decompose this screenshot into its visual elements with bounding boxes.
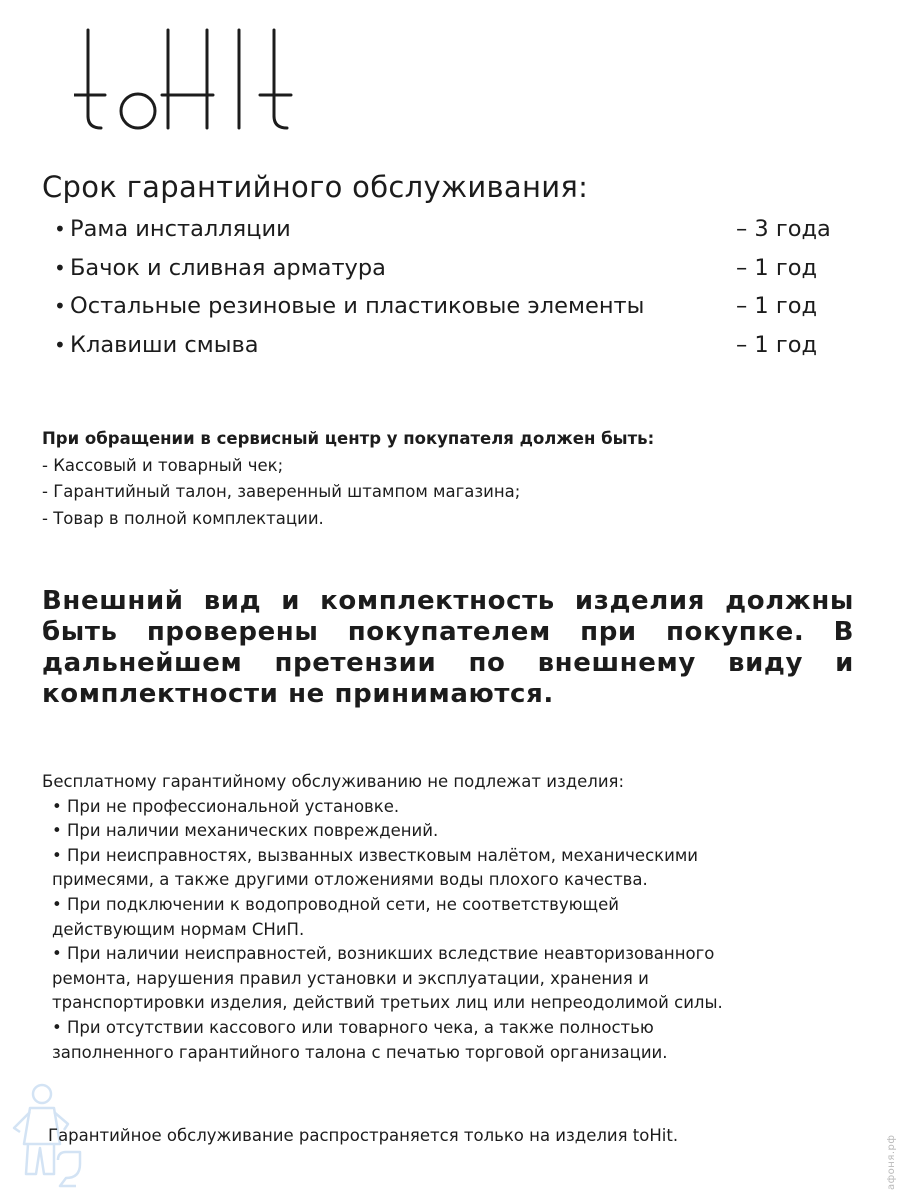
bullet: • <box>54 255 66 280</box>
warranty-row <box>54 293 854 332</box>
tohit-logo <box>74 28 306 132</box>
exclusion-line: транспортировки изделия, действий третьих лиц или непреодолимой силы. <box>52 993 723 1013</box>
inspection-notice: Внешний вид и комплектность изделия должны быть проверены покупателем при покупке. В дальнейшем претензии по внешнему виду и комплектности не принимаются. <box>42 586 854 709</box>
exclusion-line: • При неисправностях, вызванных известковым налётом, механическими <box>52 845 698 865</box>
service-center-title: При обращении в сервисный центр у покупателя должен быть: <box>42 429 655 448</box>
exclusion-line: примесями, а также другими отложениями воды плохого качества. <box>52 870 648 890</box>
exclusion-line: • При отсутствии кассового или товарного чека, а также полностью <box>52 1017 654 1037</box>
warranty-list <box>54 216 854 370</box>
site-watermark: афоня.рф <box>886 1134 897 1190</box>
exclusion-line: ремонта, нарушения правил установки и эксплуатации, хранения и <box>52 968 649 988</box>
exclusion-line: • При наличии механических повреждений. <box>52 821 439 841</box>
warranty-item-term: – 1 год <box>736 331 818 358</box>
warranty-title: Срок гарантийного обслуживания: <box>42 170 589 204</box>
warranty-row <box>54 216 854 255</box>
exclusion-line: • При подключении к водопроводной сети, не соответствующей <box>52 894 619 914</box>
service-center-requirements <box>42 426 862 532</box>
bullet: • <box>54 217 66 241</box>
exclusion-line: заполненного гарантийного талона с печатью торговой организации. <box>52 1042 668 1062</box>
warranty-item-term: – 1 год <box>736 293 818 319</box>
warranty-item-label: Клавиши смыва <box>70 331 259 358</box>
requirement-item: - Гарантийный талон, заверенный штампом магазина; <box>42 482 521 501</box>
warranty-row <box>54 332 854 371</box>
bullet: • <box>54 332 66 357</box>
warranty-item-term: – 3 года <box>736 216 831 242</box>
warranty-exclusions <box>42 770 862 1065</box>
requirement-item: - Кассовый и товарный чек; <box>42 455 284 475</box>
warranty-item-label: Остальные резиновые и пластиковые элементы <box>70 293 645 319</box>
exclusion-line: • При наличии неисправностей, возникших вследствие неавторизованного <box>52 944 715 964</box>
bullet: • <box>54 294 66 318</box>
warranty-item-term: – 1 год <box>736 254 818 281</box>
warranty-item-label: Бачок и сливная арматура <box>70 254 386 281</box>
exclusion-line: • При не профессиональной установке. <box>52 796 400 816</box>
requirement-item: - Товар в полной комплектации. <box>42 508 324 528</box>
warranty-row <box>54 255 854 294</box>
exclusion-line: действующим нормам СНиП. <box>52 919 305 939</box>
warranty-item-label: Рама инсталляции <box>70 216 291 242</box>
exclusions-intro: Бесплатному гарантийному обслуживанию не подлежат изделия: <box>42 772 625 791</box>
footer-note: Гарантийное обслуживание распространяется только на изделия toHit. <box>48 1126 679 1145</box>
